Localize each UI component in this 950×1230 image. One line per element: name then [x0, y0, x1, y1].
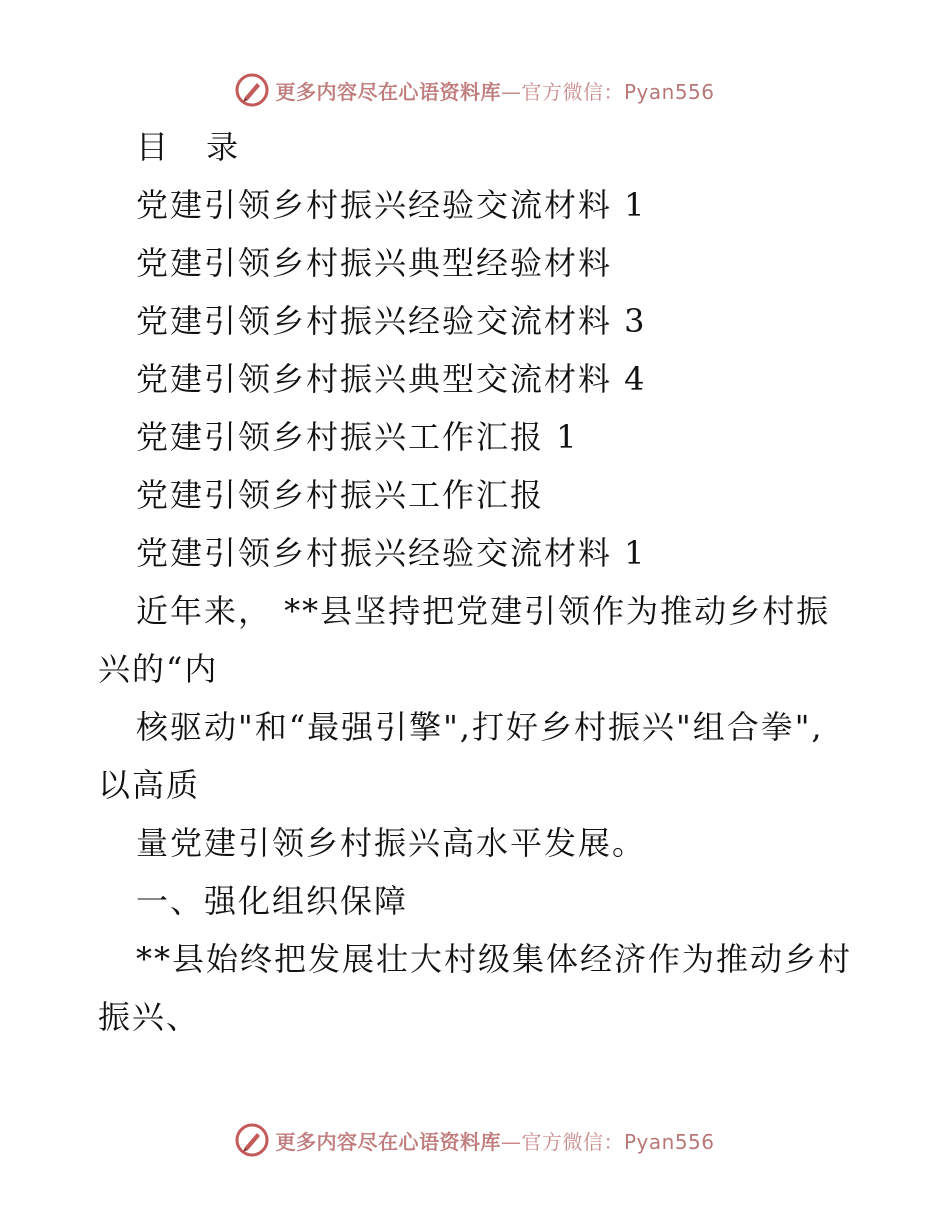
- pen-logo-icon: [235, 73, 269, 107]
- watermark-text: [275, 1126, 714, 1155]
- paragraph-line: 量党建引领乡村振兴高水平发展。: [136, 824, 647, 862]
- watermark-suffix: 官方微信：: [521, 1129, 624, 1154]
- toc-entry: 党建引领乡村振兴经验交流材料 1: [136, 534, 647, 572]
- paragraph-line: 振兴、: [98, 998, 201, 1036]
- toc-entry: 党建引领乡村振兴经验交流材料 1: [136, 186, 647, 224]
- watermark-brand: 更多内容尽在心语资料库: [275, 79, 501, 104]
- watermark-suffix: 官方微信：: [521, 79, 624, 104]
- header-watermark: [0, 70, 950, 110]
- toc-entry: 党建引领乡村振兴典型经验材料: [136, 244, 613, 282]
- footer-watermark: [0, 1120, 950, 1160]
- toc-entry: 党建引领乡村振兴典型交流材料 4: [136, 360, 647, 398]
- toc-entry: 党建引领乡村振兴工作汇报 1: [136, 418, 579, 456]
- watermark-account: Pyan556: [623, 1129, 715, 1154]
- toc-entry: 党建引领乡村振兴工作汇报: [136, 476, 545, 514]
- paragraph-line: **县始终把发展壮大村级集体经济作为推动乡村: [136, 940, 853, 978]
- paragraph-line: 近年来， **县坚持把党建引领作为推动乡村振: [136, 592, 831, 630]
- paragraph-line: 以高质: [98, 766, 201, 804]
- watermark-brand: 更多内容尽在心语资料库: [275, 1129, 501, 1154]
- section-heading: 一、强化组织保障: [136, 882, 409, 920]
- watermark-separator: —: [500, 1129, 522, 1154]
- watermark-text: [275, 76, 714, 105]
- paragraph-line: 核驱动"和“最强引擎",打好乡村振兴"组合拳",: [136, 708, 824, 746]
- toc-heading: 目 录: [136, 128, 253, 166]
- watermark-separator: —: [500, 79, 522, 104]
- document-body: [98, 118, 858, 1046]
- paragraph-line: 兴的“内: [98, 650, 219, 688]
- toc-entry: 党建引领乡村振兴经验交流材料 3: [136, 302, 647, 340]
- watermark-account: Pyan556: [623, 79, 715, 104]
- pen-logo-icon: [235, 1123, 269, 1157]
